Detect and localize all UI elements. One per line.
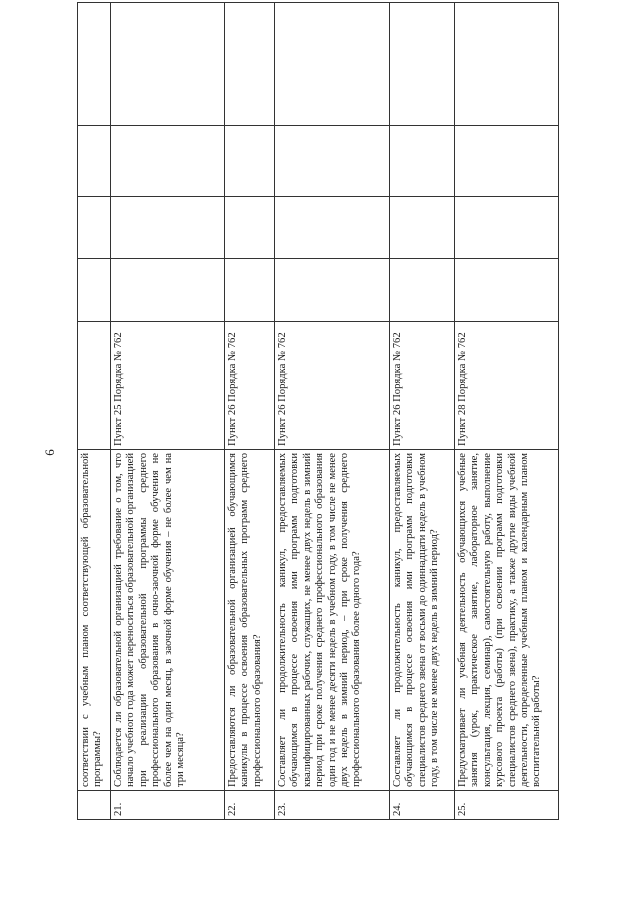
table-row [455,3,559,820]
reference-cell: Пункт 25 Порядка № 762 [111,322,225,450]
answer-cell-no [225,197,275,259]
row-number: 24. [390,791,455,820]
table-row [111,3,225,820]
notes-cell [78,3,111,126]
answer-cell-no [275,197,390,259]
answer-cell-na [111,126,225,197]
answer-cell-yes [78,259,111,322]
table-row [225,3,275,820]
row-number: 25. [455,791,559,820]
answer-cell-no [455,197,559,259]
table-row [275,3,390,820]
notes-cell [275,3,390,126]
notes-cell [455,3,559,126]
question-cell: Составляет ли продолжительность каникул, предоставляемых обучающимся в процессе освоения ими программ подготовки специалистов среднего звена от восьми до одиннадцати недель в учебном году, в том числе не менее двух недель в зимний период? [390,450,455,791]
reference-cell [78,322,111,450]
row-number: 22. [225,791,275,820]
answer-cell-na [455,126,559,197]
reference-cell: Пункт 26 Порядка № 762 [225,322,275,450]
answer-cell-yes [455,259,559,322]
reference-cell: Пункт 28 Порядка № 762 [455,322,559,450]
row-number: 23. [275,791,390,820]
table-row [390,3,455,820]
question-cell: соответствии с учебным планом соответствующей образовательной программы? [78,450,111,791]
question-cell: Предоставляются ли образовательной организацией обучающимся каникулы в процессе освоения образовательных программ среднего профессионального образования? [225,450,275,791]
checklist-table [77,2,559,820]
answer-cell-na [78,126,111,197]
answer-cell-yes [390,259,455,322]
answer-cell-yes [111,259,225,322]
table-row [78,3,111,820]
notes-cell [111,3,225,126]
page-number: 6 [42,449,57,456]
answer-cell-no [111,197,225,259]
notes-cell [390,3,455,126]
question-cell: Составляет ли продолжительность каникул, предоставляемых обучающимся в процессе освоения ими программ подготовки квалифицированных рабочих, служащих, не менее двух недель в зимний период при сроке получения среднего профессионального образования один год и не менее десяти недель в учебном году, в том числе не менее двух недель в зимний период, – при сроке получения среднего профессионального образования более одного года? [275,450,390,791]
answer-cell-no [78,197,111,259]
row-number [78,791,111,820]
question-cell: Соблюдается ли образовательной организацией требование о том, что начало учебного года может переноситься образовательной организацией при реализации образовательной программы среднего профессионального образования в очно-заочной форме обучения не более чем на один месяц, в заочной форме обучения – не более чем на три месяца? [111,450,225,791]
reference-cell: Пункт 26 Порядка № 762 [390,322,455,450]
answer-cell-yes [275,259,390,322]
answer-cell-na [225,126,275,197]
answer-cell-na [275,126,390,197]
row-number: 21. [111,791,225,820]
answer-cell-no [390,197,455,259]
answer-cell-na [390,126,455,197]
question-cell: Предусматривает ли учебная деятельность обучающихся учебные занятия (урок, практическое занятие, лабораторное занятие, консультация, лекция, семинар), самостоятельную работу, выполнение курсового проекта (работы) (при освоении программ подготовки специалистов среднего звена), практику, а также другие виды учебной деятельности, определенные учебным планом и календарным планом воспитательной работы? [455,450,559,791]
notes-cell [225,3,275,126]
answer-cell-yes [225,259,275,322]
reference-cell: Пункт 26 Порядка № 762 [275,322,390,450]
